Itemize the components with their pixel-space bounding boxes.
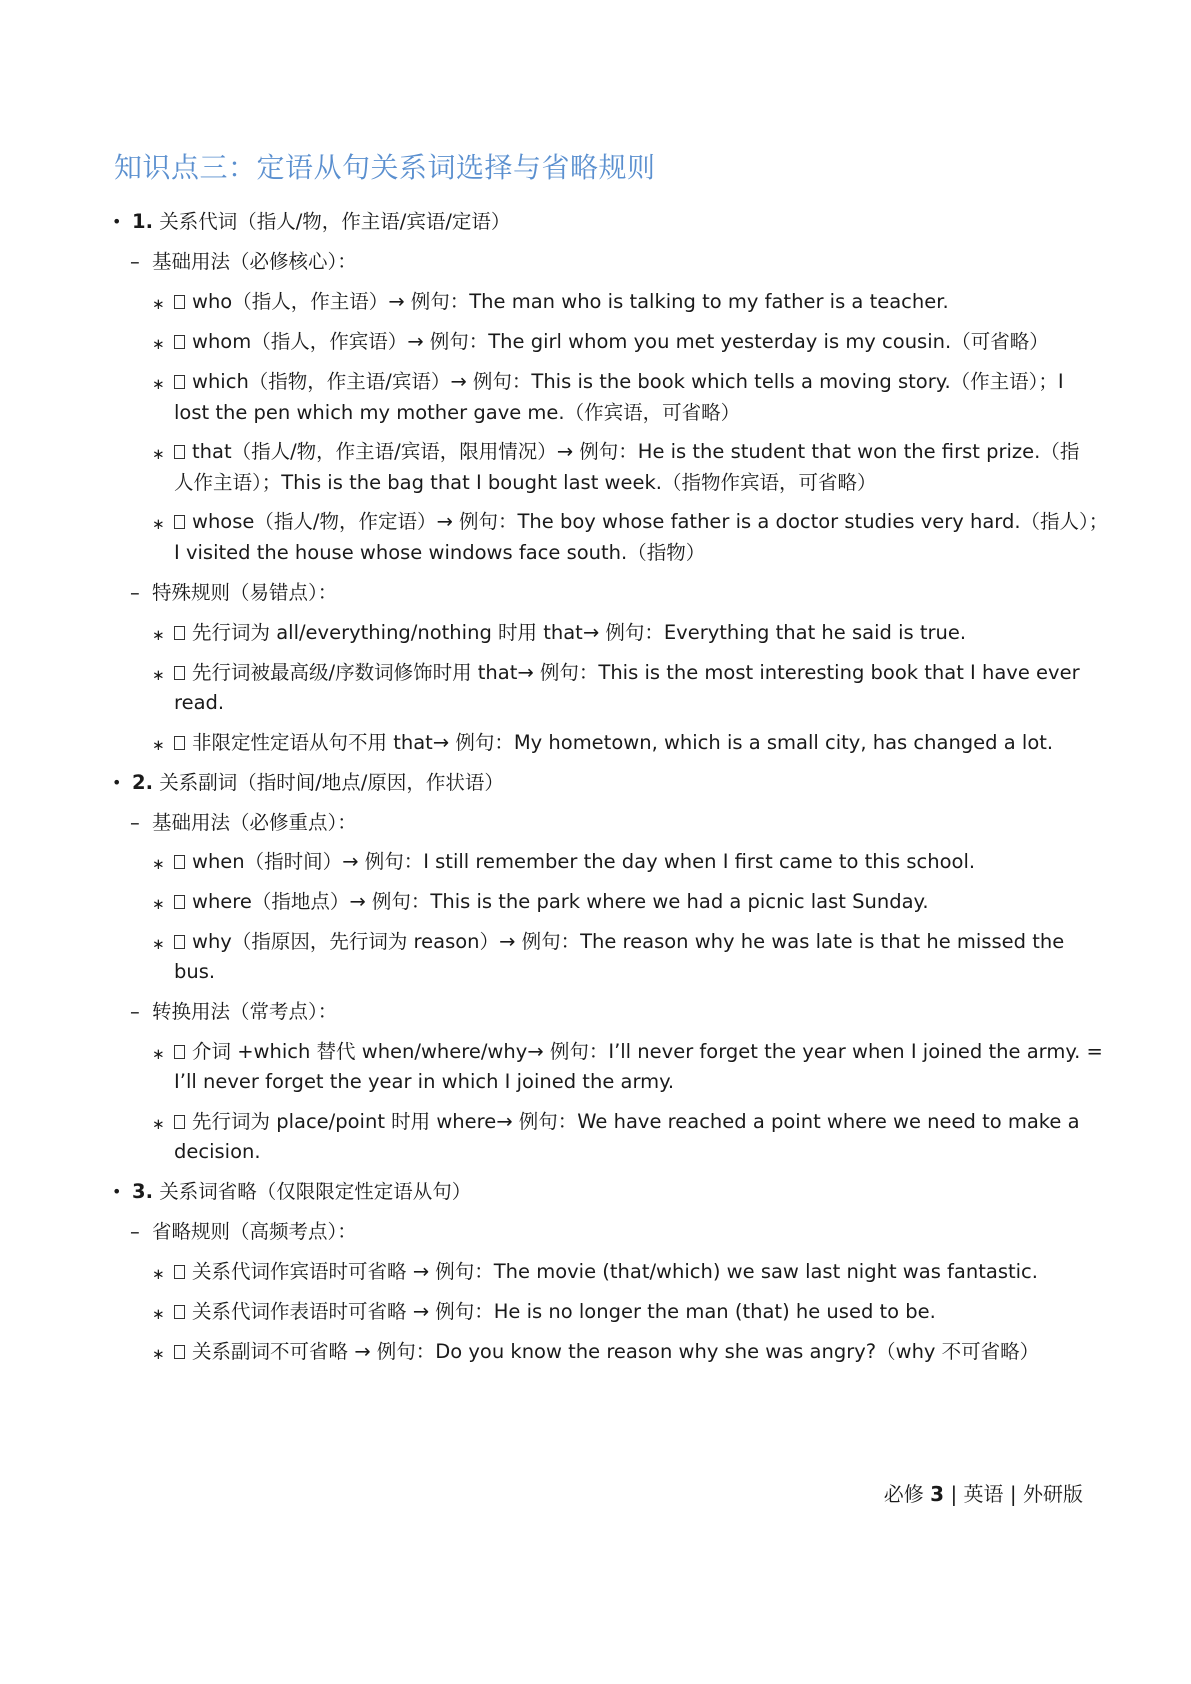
star-icon: ∗ bbox=[152, 1305, 165, 1323]
list-item-continuation: read. bbox=[174, 691, 225, 714]
checkbox-icon bbox=[174, 895, 185, 909]
page-title: 知识点三：定语从句关系词选择与省略规则 bbox=[114, 151, 656, 184]
checkbox-icon bbox=[174, 335, 185, 349]
star-icon: ∗ bbox=[152, 1115, 165, 1133]
star-icon: ∗ bbox=[152, 935, 165, 953]
section-label: 关系副词（指时间/地点/原因，作状语） bbox=[159, 771, 504, 794]
checkbox-icon bbox=[174, 736, 185, 750]
page-footer: 必修 3 | 英语 | 外研版 bbox=[883, 1482, 1083, 1506]
star-icon: ∗ bbox=[152, 295, 165, 313]
document-page: 知识点三：定语从句关系词选择与省略规则 • 1. 关系代词（指人/物，作主语/宾语/定语） – 基础用法（必修核心）： ∗ who（指人，作主语）→ 例句：The man who is talking to my father is a teacher. ∗ whom（指人，作宾语）→ 例句：The girl whom you met yesterday is my cousin.（可省略） ∗ which（指物，作主语/宾语）→ 例句：This is the book which tells a moving story.（作主语）；I lost the pen which my mother gave me.（作宾语，可省略） ∗ that（指人/物，作主语/宾语，限用情况）→ 例句：He is the student that won the first prize.（指 人作主语）；This is the bag that I bought last week.（指物作宾语，可省略） ∗ whose（指人/物，作定语）→ 例句：The boy whose father is a doctor studies very hard.（指人）； I visited the house whose windows face south.（指物） – 特殊规则（易错点）： ∗ 先行词为 all/everything/nothing 时用 that→ 例句：Everything that he said is true. ∗ 先行词被最高级/序数词修饰时用 that→ 例句：This is the most interesting book that I have ever read. ∗ 非限定性定语从句不用 that→ 例句：My hometown, which is a small city, has changed a lot. • 2. 关系副词（指时间/地点/原因，作状语） – 基础用法（必修重点）： ∗ when（指时间）→ 例句：I still remember the day when I first came to this school. ∗ where（指地点）→ 例句：This is the park where we had a picnic last Sunday. ∗ why（指原因，先行词为 reason）→ 例句：The reason why he was late is that he missed the bus. – 转换用法（常考点）： ∗ 介词 +which 替代 when/where/why→ 例句：I’ll never forget the year when I joined the army. = I’ll never forget the year in which I joined the army. ∗ 先行词为 place/point 时用 where→ 例句：We have reached a point where we need to make a decision. • 3. 关系词省略（仅限限定性定语从句） – 省略规则（高频考点）： ∗ 关系代词作宾语时可省略 → 例句：The movie (that/which) we saw last night was fantastic. ∗ 关系代词作表语时可省略 → 例句：He is no longer the man (that) he used to be. ∗ 关系副词不可省略 → 例句：Do you know the reason why she was angry?（why 不可省略） 必修 3 | 英语 | 外研版 bbox=[0, 0, 1191, 1684]
section-number: 1. bbox=[132, 210, 153, 233]
bullet-icon: • bbox=[112, 1182, 122, 1201]
list-item-continuation: lost the pen which my mother gave me.（作宾语，可省略） bbox=[174, 401, 741, 424]
star-icon: ∗ bbox=[152, 335, 165, 353]
section-label: 关系代词（指人/物，作主语/宾语/定语） bbox=[159, 210, 511, 233]
list-item-continuation: I visited the house whose windows face south.（指物） bbox=[174, 541, 706, 564]
star-icon: ∗ bbox=[152, 895, 165, 913]
checkbox-icon bbox=[174, 295, 185, 309]
star-icon: ∗ bbox=[152, 1045, 165, 1063]
dash-icon: – bbox=[130, 1000, 140, 1023]
checkbox-icon bbox=[174, 935, 185, 949]
checkbox-icon bbox=[174, 1305, 185, 1319]
list-item-continuation: 人作主语）；This is the bag that I bought last week.（指物作宾语，可省略） bbox=[174, 471, 877, 494]
section-number: 3. bbox=[132, 1180, 153, 1203]
checkbox-icon bbox=[174, 1265, 185, 1279]
star-icon: ∗ bbox=[152, 375, 165, 393]
dash-icon: – bbox=[130, 581, 140, 604]
star-icon: ∗ bbox=[152, 1265, 165, 1283]
star-icon: ∗ bbox=[152, 1345, 165, 1363]
star-icon: ∗ bbox=[152, 855, 165, 873]
checkbox-icon bbox=[174, 445, 185, 459]
dash-icon: – bbox=[130, 250, 140, 273]
checkbox-icon bbox=[174, 1345, 185, 1359]
list-item-continuation: decision. bbox=[174, 1140, 261, 1163]
star-icon: ∗ bbox=[152, 626, 165, 644]
dash-icon: – bbox=[130, 811, 140, 834]
checkbox-icon bbox=[174, 1115, 185, 1129]
star-icon: ∗ bbox=[152, 736, 165, 754]
checkbox-icon bbox=[174, 666, 185, 680]
checkbox-icon bbox=[174, 375, 185, 389]
section-label: 关系词省略（仅限限定性定语从句） bbox=[159, 1180, 472, 1203]
bullet-icon: • bbox=[112, 212, 122, 231]
dash-icon: – bbox=[130, 1220, 140, 1243]
checkbox-icon bbox=[174, 515, 185, 529]
list-item-continuation: I’ll never forget the year in which I joined the army. bbox=[174, 1070, 675, 1093]
section-number: 2. bbox=[132, 771, 153, 794]
list-item-continuation: bus. bbox=[174, 960, 216, 983]
bullet-icon: • bbox=[112, 773, 122, 792]
star-icon: ∗ bbox=[152, 445, 165, 463]
checkbox-icon bbox=[174, 855, 185, 869]
star-icon: ∗ bbox=[152, 515, 165, 533]
checkbox-icon bbox=[174, 1045, 185, 1059]
star-icon: ∗ bbox=[152, 666, 165, 684]
checkbox-icon bbox=[174, 626, 185, 640]
